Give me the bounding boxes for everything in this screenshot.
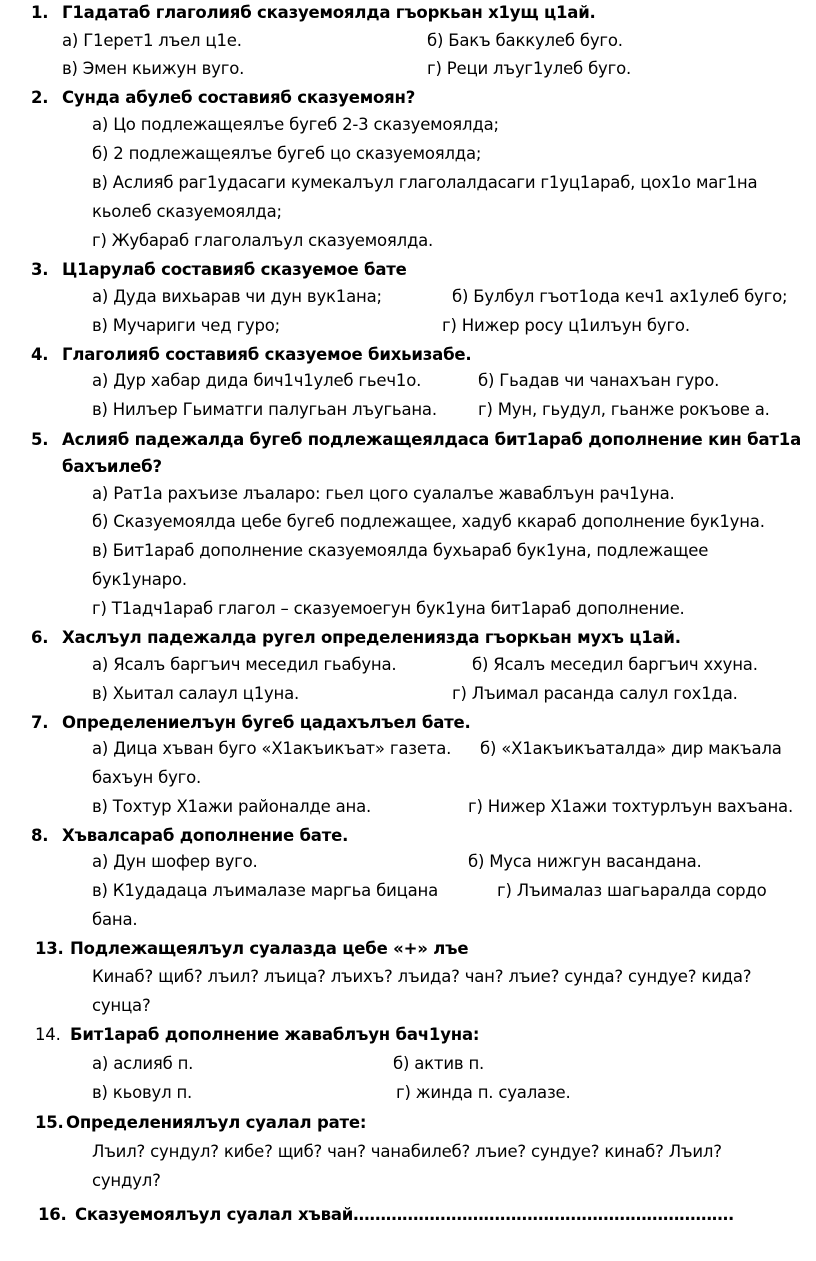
answer-option: в) Эмен кьижун вуго. <box>62 59 245 78</box>
answer-option: б) актив п. <box>393 1054 485 1073</box>
answer-line: Лъил? сундул? кибе? щиб? чан? чанабилеб? лъие? сундуе? кинаб? Лъил? <box>92 1142 722 1161</box>
question-title: Аслияб падежалда бугеб подлежащеялдаса бит1араб дополнение кин бат1а <box>62 430 802 449</box>
answer-line: Кинаб? щиб? лъил? лъица? лъихъ? лъида? чан? лъие? сунда? сундуе? кида? <box>92 967 752 986</box>
question-number: 7. <box>31 713 49 732</box>
answer-option: б) Булбул гъот1ода кеч1 ах1улеб буго; <box>452 287 788 306</box>
question-title: Хаслъул падежалда ругел определениязда гъоркьан мухъ ц1ай. <box>62 628 681 647</box>
question-number: 15. <box>35 1113 64 1132</box>
answer-option: б) «Х1акъикъаталда» дир макъала <box>480 739 782 758</box>
question-title: Глаголияб составияб сказуемое бихьизабе. <box>62 345 472 364</box>
answer-option: г) Нижер росу ц1илъун буго. <box>442 316 690 335</box>
answer-option: кьолеб сказуемоялда; <box>92 202 282 221</box>
question-number: 3. <box>31 260 49 279</box>
answer-option: в) Хьитал салаул ц1уна. <box>92 684 300 703</box>
question-number: 14. <box>35 1025 61 1044</box>
answer-option: г) Т1адч1араб глагол – сказуемоегун бук1уна бит1араб дополнение. <box>92 599 685 618</box>
answer-option: а) Дуда вихьарав чи дун вук1ана; <box>92 287 382 306</box>
answer-option: б) 2 подлежащеялъе бугеб цо сказуемоялда; <box>92 144 482 163</box>
answer-option: б) Муса нижгун васандана. <box>468 852 702 871</box>
answer-option: г) Лъимал расанда салул гох1да. <box>452 684 738 703</box>
answer-option: г) Мун, гьудул, гьанже рокъове а. <box>478 400 770 419</box>
answer-option: в) Мучариги чед гуро; <box>92 316 281 335</box>
answer-option: г) Жубараб глаголалъул сказуемоялда. <box>92 231 434 250</box>
answer-option: в) К1удадаца лъималазе маргьа бицана <box>92 881 439 900</box>
answer-option: б) Ясалъ меседил баргъич ххуна. <box>472 655 758 674</box>
answer-option: а) Ясалъ баргъич меседил гьабуна. <box>92 655 397 674</box>
question-number: 16. <box>38 1205 67 1224</box>
answer-option: а) Дица хъван буго «Х1акъикъат» газета. <box>92 739 452 758</box>
answer-option: а) аслияб п. <box>92 1054 194 1073</box>
answer-option: бана. <box>92 910 138 929</box>
answer-option: в) Нилъер Гьиматги палугьан лъугьана. <box>92 400 437 419</box>
answer-option: бук1унаро. <box>92 570 187 589</box>
question-number: 13. <box>35 939 64 958</box>
answer-option: в) кьовул п. <box>92 1083 193 1102</box>
answer-option: г) Лъималаз шагьаралда сордо <box>497 881 767 900</box>
answer-option: бахъун буго. <box>92 768 202 787</box>
answer-line: сунца? <box>92 996 151 1015</box>
answer-option: б) Сказуемоялда цебе бугеб подлежащее, хадуб ккараб дополнение бук1уна. <box>92 512 765 531</box>
answer-option: в) Аслияб раг1удасаги кумекалъул глаголалдасаги г1уц1араб, цох1о маг1на <box>92 173 758 192</box>
answer-option: а) Дун шофер вуго. <box>92 852 258 871</box>
question-number: 8. <box>31 826 49 845</box>
question-title: Ц1арулаб составияб сказуемое бате <box>62 260 407 279</box>
question-title: Определениялъул суалал рате: <box>66 1113 367 1132</box>
answer-option: в) Тохтур Х1ажи районалде ана. <box>92 797 372 816</box>
question-number: 2. <box>31 88 49 107</box>
question-title: Сказуемоялъул суалал хъвай……………………………………………………………. <box>75 1205 735 1224</box>
answer-option: г) Нижер Х1ажи тохтурлъун вахъана. <box>468 797 793 816</box>
answer-option: а) Дур хабар дида бич1ч1улеб гьеч1о. <box>92 371 422 390</box>
question-number: 1. <box>31 3 49 22</box>
question-title: Бит1араб дополнение жаваблъун бач1уна: <box>70 1025 480 1044</box>
answer-option: а) Г1ерет1 лъел ц1е. <box>62 31 242 50</box>
question-number: 5. <box>31 430 49 449</box>
question-title: Г1адатаб глаголияб сказуемоялда гъоркьан х1ущ ц1ай. <box>62 3 596 22</box>
question-title: Подлежащеялъул суалазда цебе «+» лъе <box>70 939 469 958</box>
answer-line: сундул? <box>92 1171 161 1190</box>
answer-option: г) Реци лъуг1улеб буго. <box>427 59 632 78</box>
answer-option: б) Бакъ баккулеб буго. <box>427 31 623 50</box>
question-title: Хъвалсараб дополнение бате. <box>62 826 349 845</box>
question-title: Определениелъун бугеб цадахълъел бате. <box>62 713 471 732</box>
answer-option: г) жинда п. суалазе. <box>396 1083 571 1102</box>
question-number: 4. <box>31 345 49 364</box>
question-number: 6. <box>31 628 49 647</box>
question-title: Сунда абулеб составияб сказуемоян? <box>62 88 416 107</box>
answer-option: а) Цо подлежащеялъе бугеб 2-3 сказуемоялда; <box>92 115 499 134</box>
answer-option: в) Бит1араб дополнение сказуемоялда бухьараб бук1уна, подлежащее <box>92 541 709 560</box>
question-title-continued: бахъилеб? <box>62 457 162 476</box>
answer-option: б) Гьадав чи чанахъан гуро. <box>478 371 720 390</box>
answer-option: а) Рат1а рахъизе лъаларо: гьел цого суалалъе жаваблъун рач1уна. <box>92 484 675 503</box>
